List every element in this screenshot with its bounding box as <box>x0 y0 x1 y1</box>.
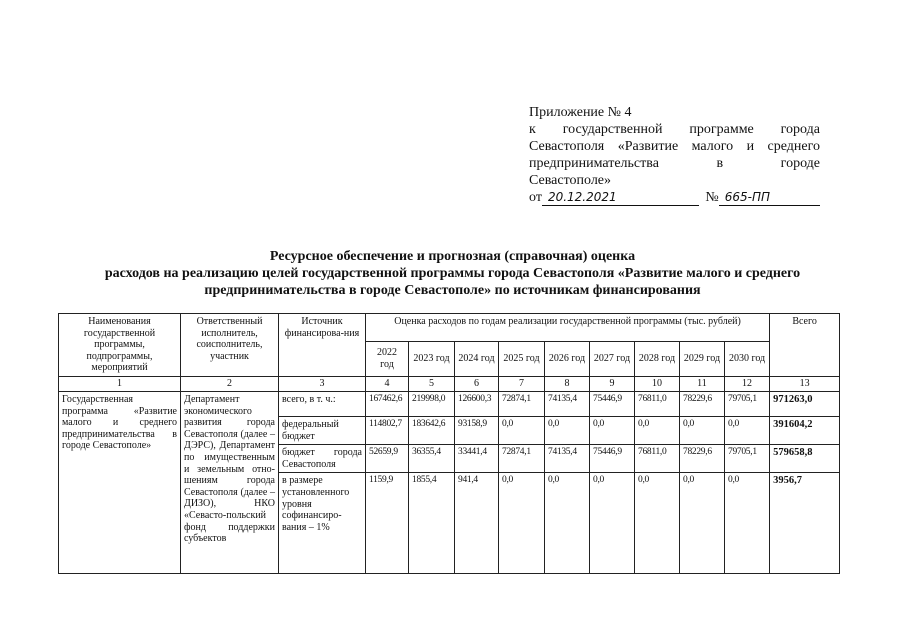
value-cell: 0,0 <box>725 473 770 574</box>
appendix-line: предпринимательства в городе <box>529 156 820 171</box>
header-source: Источник финансирова-ния <box>279 314 366 377</box>
value-cell: 75446,9 <box>590 445 635 473</box>
column-number: 8 <box>545 376 590 391</box>
date-prefix: от <box>529 190 542 205</box>
column-number: 12 <box>725 376 770 391</box>
header-year: 2030 год <box>725 341 770 376</box>
value-cell: 74135,4 <box>545 391 590 416</box>
value-cell: 76811,0 <box>635 391 680 416</box>
value-cell: 74135,4 <box>545 445 590 473</box>
value-cell: 0,0 <box>680 473 725 574</box>
column-number-row <box>59 376 840 391</box>
value-cell: 93158,9 <box>455 416 499 444</box>
column-number: 7 <box>499 376 545 391</box>
value-cell: 0,0 <box>545 473 590 574</box>
value-cell: 52659,9 <box>366 445 409 473</box>
source-cell: федеральный бюджет <box>279 416 366 444</box>
source-cell: бюджет города Севастополя <box>279 445 366 473</box>
column-number: 6 <box>455 376 499 391</box>
value-cell: 219998,0 <box>409 391 455 416</box>
value-cell: 183642,6 <box>409 416 455 444</box>
column-number: 4 <box>366 376 409 391</box>
appendix-line: Севастополя «Развитие малого и среднего <box>529 139 820 154</box>
value-cell: 167462,6 <box>366 391 409 416</box>
value-cell: 0,0 <box>725 416 770 444</box>
value-cell: 126600,3 <box>455 391 499 416</box>
column-number: 9 <box>590 376 635 391</box>
signature-line <box>529 189 820 206</box>
executor-text: Департамент экономического развития города Севастополя (далее – ДЭРС), Департамент по имущественным и земельным отно-шениям города Севастополя (далее – ДИЗО), НКО «Севасто-польский фонд поддержки субъектов <box>181 391 279 573</box>
header-row <box>59 314 840 342</box>
value-cell: 78229,6 <box>680 391 725 416</box>
value-cell: 72874,1 <box>499 445 545 473</box>
column-number: 3 <box>279 376 366 391</box>
header-executor: Ответственный исполнитель, соисполнитель, участник <box>181 314 279 377</box>
value-cell: 75446,9 <box>590 391 635 416</box>
program-name: Государственная программа «Развитие малого и среднего предпринимательства в городе Севастополе» <box>59 391 181 573</box>
value-cell: 0,0 <box>545 416 590 444</box>
source-cell: всего, в т. ч.: <box>279 391 366 416</box>
header-year: 2022 год <box>366 341 409 376</box>
source-cell: в размере установленного уровня софинансиро-вания – 1% <box>279 473 366 574</box>
value-cell: 941,4 <box>455 473 499 574</box>
value-cell: 114802,7 <box>366 416 409 444</box>
header-year: 2025 год <box>499 341 545 376</box>
value-cell: 0,0 <box>635 416 680 444</box>
header-estimate: Оценка расходов по годам реализации государственной программы (тыс. рублей) <box>366 314 770 342</box>
title-line: Ресурсное обеспечение и прогнозная (справочная) оценка <box>269 249 636 264</box>
value-cell: 0,0 <box>680 416 725 444</box>
table-row <box>59 391 840 416</box>
column-number: 5 <box>409 376 455 391</box>
header-year: 2028 год <box>635 341 680 376</box>
value-cell: 0,0 <box>635 473 680 574</box>
appendix-line: к государственной программе города <box>529 122 820 137</box>
value-cell: 1855,4 <box>409 473 455 574</box>
title-line: расходов на реализацию целей государственной программы города Севастополя «Развитие малого и среднего <box>104 266 801 281</box>
header-year: 2024 год <box>455 341 499 376</box>
value-cell: 0,0 <box>590 473 635 574</box>
value-cell: 72874,1 <box>499 391 545 416</box>
number-value: 665-ПП <box>719 189 820 206</box>
total-cell: 971263,0 <box>770 391 840 416</box>
header-name: Наименования государственной программы, подпрограммы, мероприятий <box>59 314 181 377</box>
header-total: Всего <box>770 314 840 377</box>
title-line: предпринимательства в городе Севастополе» по источникам финансирования <box>204 283 701 298</box>
date-value: 20.12.2021 <box>542 189 699 206</box>
total-cell: 3956,7 <box>770 473 840 574</box>
appendix-title: Приложение № 4 <box>529 105 632 120</box>
value-cell: 78229,6 <box>680 445 725 473</box>
header-year: 2027 год <box>590 341 635 376</box>
number-prefix: № <box>705 190 719 205</box>
value-cell: 0,0 <box>590 416 635 444</box>
value-cell: 0,0 <box>499 416 545 444</box>
total-cell: 391604,2 <box>770 416 840 444</box>
value-cell: 1159,9 <box>366 473 409 574</box>
value-cell: 79705,1 <box>725 391 770 416</box>
total-cell: 579658,8 <box>770 445 840 473</box>
value-cell: 33441,4 <box>455 445 499 473</box>
financing-table <box>58 313 840 574</box>
header-year: 2026 год <box>545 341 590 376</box>
header-year: 2023 год <box>409 341 455 376</box>
document-title <box>40 248 865 299</box>
column-number: 1 <box>59 376 181 391</box>
value-cell: 76811,0 <box>635 445 680 473</box>
value-cell: 36355,4 <box>409 445 455 473</box>
value-cell: 79705,1 <box>725 445 770 473</box>
column-number: 13 <box>770 376 840 391</box>
header-year: 2029 год <box>680 341 725 376</box>
column-number: 2 <box>181 376 279 391</box>
appendix-line: Севастополе» <box>529 173 612 188</box>
column-number: 10 <box>635 376 680 391</box>
appendix-block <box>529 104 820 206</box>
value-cell: 0,0 <box>499 473 545 574</box>
column-number: 11 <box>680 376 725 391</box>
